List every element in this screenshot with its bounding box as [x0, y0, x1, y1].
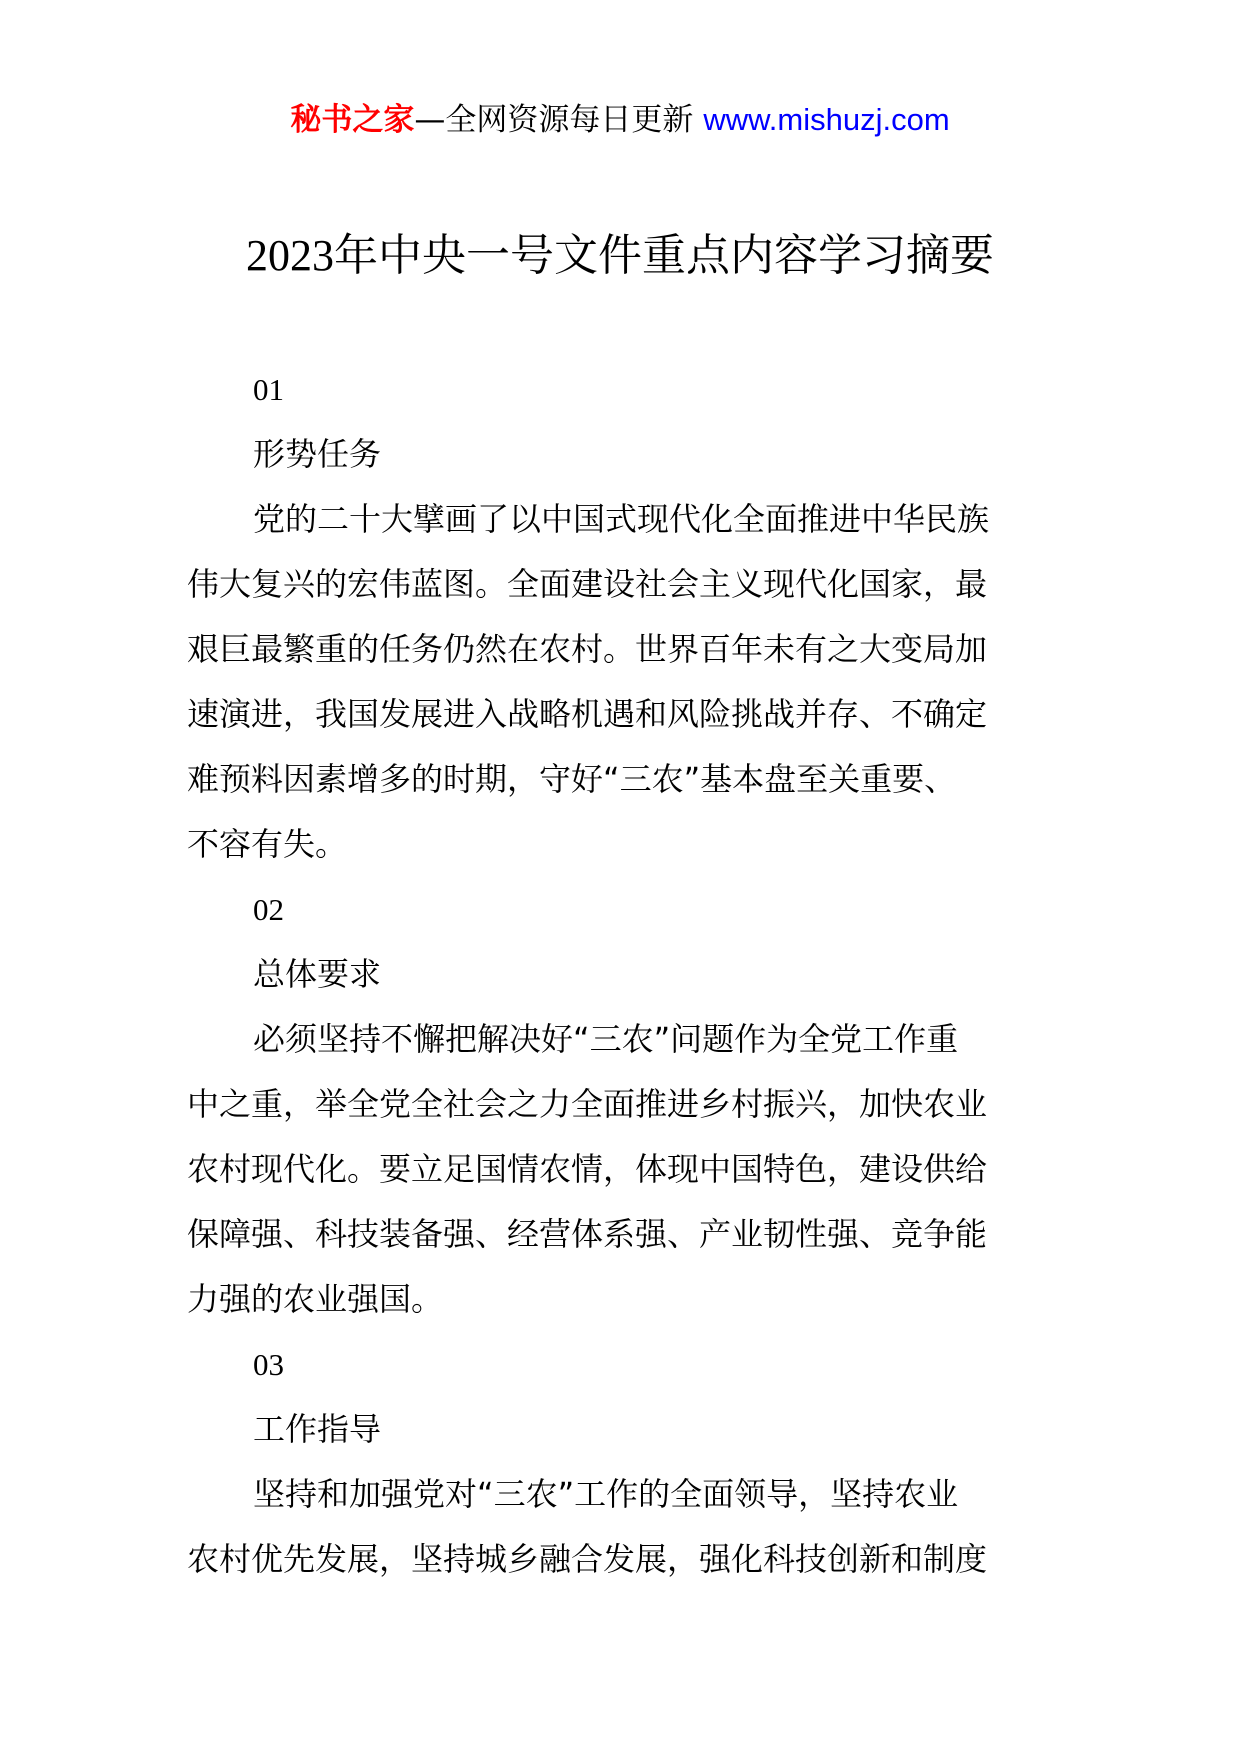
paragraph-line: 坚持和加强党对“三农”工作的全面领导，坚持农业: [253, 1475, 959, 1513]
site-banner: [0, 98, 1240, 142]
paragraph-line: 党的二十大擘画了以中国式现代化全面推进中华民族: [253, 500, 990, 538]
paragraph-line: 艰巨最繁重的任务仍然在农村。世界百年未有之大变局加: [187, 630, 988, 668]
paragraph-line: 伟大复兴的宏伟蓝图。全面建设社会主义现代化国家，最: [187, 565, 988, 603]
paragraph-line: 必须坚持不懈把解决好“三农”问题作为全党工作重: [253, 1020, 959, 1058]
brand-name: 秘书之家: [290, 102, 415, 138]
paragraph-line: 农村优先发展，坚持城乡融合发展，强化科技创新和制度: [187, 1540, 988, 1578]
section-number: 03: [253, 1347, 284, 1382]
site-url-link[interactable]: www.mishuzj.com: [703, 102, 950, 137]
banner-tagline: —全网资源每日更新: [414, 102, 694, 138]
title-year: 2023: [246, 231, 334, 280]
paragraph-line: 农村现代化。要立足国情农情，体现中国特色，建设供给: [187, 1150, 988, 1188]
document-body: [187, 357, 1055, 1592]
paragraph-line: 不容有失。: [187, 825, 348, 863]
paragraph-line: 力强的农业强国。: [187, 1280, 444, 1318]
section-heading: 工作指导: [253, 1410, 382, 1448]
section-heading: 总体要求: [253, 955, 382, 993]
document-title: [0, 226, 1240, 286]
paragraph-line: 难预料因素增多的时期，守好“三农”基本盘至关重要、: [187, 760, 957, 798]
section-number: 01: [253, 372, 284, 407]
paragraph-line: 中之重，举全党全社会之力全面推进乡村振兴，加快农业: [187, 1085, 988, 1123]
paragraph-line: 保障强、科技装备强、经营体系强、产业韧性强、竞争能: [187, 1215, 988, 1253]
section-heading: 形势任务: [253, 435, 382, 473]
paragraph-line: 速演进，我国发展进入战略机遇和风险挑战并存、不确定: [187, 695, 988, 733]
section-number: 02: [253, 892, 284, 927]
title-text: 年中央一号文件重点内容学习摘要: [334, 230, 994, 281]
